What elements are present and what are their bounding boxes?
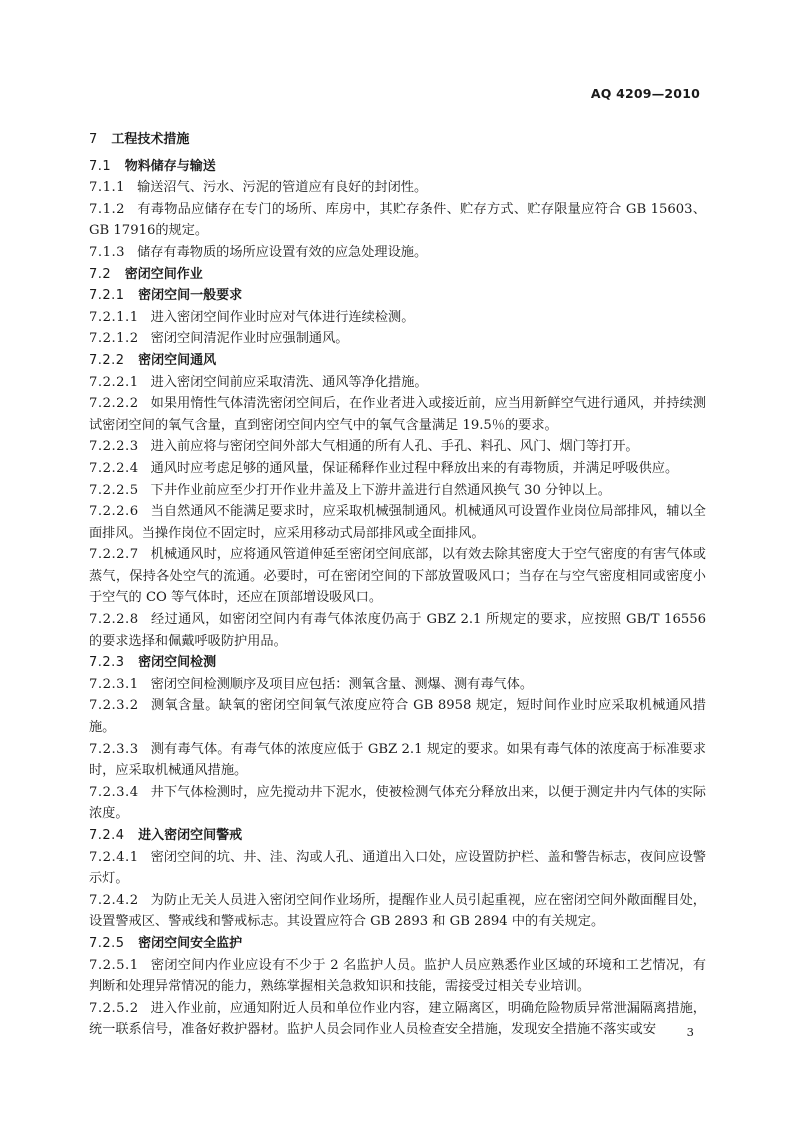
heading-spacer xyxy=(111,159,125,174)
clause-text: 为防止无关人员进入密闭空间作业场所，提醒作业人员引起重视，应在密闭空间外敞面醒目处，设置警戒区、警戒线和警戒标志。其设置应符合 GB 2893 和 GB 2894 中的有关规定。 xyxy=(89,892,706,930)
clause-number: 7.2.2.1 xyxy=(89,374,139,390)
clause-text: 进入密闭空间前应采取清洗、通风等净化措施。 xyxy=(150,374,428,390)
clause-text: 密闭空间的坑、井、洼、沟或人孔、通道出入口处，应设置防护栏、盖和警告标志，夜间应设警示灯。 xyxy=(89,849,706,887)
clause-number: 7.2.2.3 xyxy=(89,439,139,455)
clause-paragraph xyxy=(89,544,706,609)
heading-text: 工程技术措施 xyxy=(111,132,190,147)
clause-number: 7.2.5.1 xyxy=(89,957,139,973)
page-number: 3 xyxy=(686,1025,694,1039)
heading-spacer xyxy=(125,353,139,368)
clause-number: 7.1.1 xyxy=(89,180,126,196)
heading-number: 7.2.1 xyxy=(89,288,125,304)
clause-paragraph xyxy=(89,242,706,264)
heading-number: 7.2.5 xyxy=(89,935,125,951)
heading-number: 7.2.4 xyxy=(89,828,125,843)
clause-number: 7.2.4.2 xyxy=(89,892,139,908)
heading-text: 密闭空间作业 xyxy=(124,266,203,282)
clause-text: 经过通风，如密闭空间内有毒气体浓度仍高于 GBZ 2.1 所规定的要求，应按照 GB/T 16556 的要求选择和佩戴呼吸防护用品。 xyxy=(89,612,706,649)
clause-paragraph xyxy=(89,372,706,394)
section-heading xyxy=(89,156,706,178)
section-heading xyxy=(89,933,706,955)
heading-number: 7.2.2 xyxy=(89,352,125,368)
clause-text: 进入作业前，应通知附近人员和单位作业内容，建立隔离区，明确危险物质异常泄漏隔离措施，统一联系信号，准备好救护器材。监护人员会同作业人员检查安全措施，发现安全措施不落实或安 xyxy=(89,1000,706,1038)
heading-spacer xyxy=(111,267,125,282)
clause-text: 如果用惰性气体清洗密闭空间后，在作业者进入或接近前，应当用新鲜空气进行通风，并持续测试密闭空间的氧气含量，直到密闭空间内空气中的氧气含量满足 19.5％的要求。 xyxy=(89,396,706,433)
clause-number: 7.2.2.6 xyxy=(89,504,139,520)
heading-spacer xyxy=(125,828,139,843)
clause-paragraph xyxy=(89,177,706,199)
clause-number: 7.1.3 xyxy=(89,244,126,260)
clause-paragraph xyxy=(89,458,706,480)
clause-text: 密闭空间内作业应设有不少于 2 名监护人员。监护人员应熟悉作业区域的环境和工艺情况，有判断和处理异常情况的能力，熟练掌握相关急救知识和技能，需接受过相关专业培训。 xyxy=(89,957,706,995)
clause-text: 当自然通风不能满足要求时，应采取机械强制通风。机械通风可设置作业岗位局部排风，辅以全面排风。当操作岗位不固定时，应采用移动式局部排风或全面排风。 xyxy=(89,504,706,541)
section-heading xyxy=(89,264,706,286)
heading-text: 物料储存与输送 xyxy=(124,158,216,174)
section-heading xyxy=(89,285,706,307)
document-body xyxy=(89,129,706,1041)
standard-code: AQ 4209—2010 xyxy=(590,86,700,101)
clause-paragraph xyxy=(89,674,706,696)
heading-text: 进入密闭空间警戒 xyxy=(138,828,243,843)
heading-number: 7 xyxy=(89,132,98,147)
heading-number: 7.1 xyxy=(89,158,112,174)
clause-number: 7.2.4.1 xyxy=(89,849,139,865)
clause-paragraph xyxy=(89,307,706,329)
clause-text: 下井作业前应至少打开作业井盖及上下游井盖进行自然通风换气 30 分钟以上。 xyxy=(150,482,611,498)
clause-text: 通风时应考虑足够的通风量，保证稀释作业过程中释放出来的有毒物质，并满足呼吸供应。 xyxy=(150,460,679,476)
clause-text: 测氧含量。缺氧的密闭空间氧气浓度应符合 GB 8958 规定，短时间作业时应采取机械通风措施。 xyxy=(89,698,706,736)
clause-paragraph xyxy=(89,393,706,436)
clause-text: 输送沼气、污水、污泥的管道应有良好的封闭性。 xyxy=(137,180,428,196)
clause-paragraph xyxy=(89,328,706,350)
clause-number: 7.2.2.2 xyxy=(89,396,139,412)
clause-number: 7.2.3.4 xyxy=(89,784,139,800)
clause-number: 7.2.3.2 xyxy=(89,698,139,714)
clause-paragraph xyxy=(89,739,706,782)
clause-text: 密闭空间清泥作业时应强制通风。 xyxy=(150,331,349,347)
heading-spacer xyxy=(125,936,139,951)
clause-paragraph xyxy=(89,847,706,890)
clause-paragraph xyxy=(89,998,706,1041)
section-heading xyxy=(89,652,706,674)
clause-number: 7.2.3.1 xyxy=(89,676,139,692)
clause-paragraph xyxy=(89,501,706,544)
clause-number: 7.2.2.5 xyxy=(89,482,139,498)
clause-paragraph xyxy=(89,782,706,825)
heading-number: 7.2.3 xyxy=(89,655,125,671)
heading-spacer xyxy=(125,288,139,303)
heading-text: 密闭空间检测 xyxy=(138,655,217,671)
clause-text: 密闭空间检测顺序及项目应包括：测氧含量、测爆、测有毒气体。 xyxy=(150,676,534,692)
heading-spacer xyxy=(98,132,112,147)
heading-spacer xyxy=(125,655,139,670)
clause-text: 储存有毒物质的场所应设置有效的应急处理设施。 xyxy=(137,244,428,260)
clause-text: 机械通风时，应将通风管道伸延至密闭空间底部，以有效去除其密度大于空气密度的有害气体或蒸气，保持各处空气的流通。必要时，可在密闭空间的下部放置吸风口；当存在与空气密度相同或密度小于空气的 CO 等气体时，还应在顶部增设吸风口。 xyxy=(89,547,706,606)
clause-text: 有毒物品应储存在专门的场所、库房中，其贮存条件、贮存方式、贮存限量应符合 GB 15603、GB 17916的规定。 xyxy=(89,201,706,239)
clause-number: 7.2.2.4 xyxy=(89,460,139,476)
clause-text: 井下气体检测时，应先搅动井下泥水，使被检测气体充分释放出来，以便于测定井内气体的实际浓度。 xyxy=(89,784,706,822)
section-heading xyxy=(89,129,706,151)
clause-paragraph xyxy=(89,609,706,652)
clause-paragraph xyxy=(89,695,706,738)
clause-text: 进入密闭空间作业时应对气体进行连续检测。 xyxy=(150,309,415,325)
clause-number: 7.2.1.2 xyxy=(89,331,139,347)
clause-number: 7.2.5.2 xyxy=(89,1000,139,1016)
clause-paragraph xyxy=(89,436,706,458)
clause-number: 7.2.2.7 xyxy=(89,547,139,563)
section-heading xyxy=(89,350,706,372)
clause-number: 7.2.3.3 xyxy=(89,741,139,757)
section-heading xyxy=(89,825,706,847)
heading-text: 密闭空间通风 xyxy=(138,352,217,368)
clause-paragraph xyxy=(89,955,706,998)
clause-paragraph xyxy=(89,890,706,933)
clause-text: 进入前应将与密闭空间外部大气相通的所有人孔、手孔、料孔、风门、烟门等打开。 xyxy=(150,439,639,455)
clause-number: 7.2.1.1 xyxy=(89,309,139,325)
heading-text: 密闭空间一般要求 xyxy=(138,288,243,304)
clause-number: 7.2.2.8 xyxy=(89,612,139,628)
heading-number: 7.2 xyxy=(89,266,112,282)
clause-text: 测有毒气体。有毒气体的浓度应低于 GBZ 2.1 规定的要求。如果有毒气体的浓度高于标准要求时，应采取机械通风措施。 xyxy=(89,741,706,779)
clause-number: 7.1.2 xyxy=(89,201,126,217)
clause-paragraph xyxy=(89,199,706,242)
clause-paragraph xyxy=(89,480,706,502)
heading-text: 密闭空间安全监护 xyxy=(138,935,243,951)
